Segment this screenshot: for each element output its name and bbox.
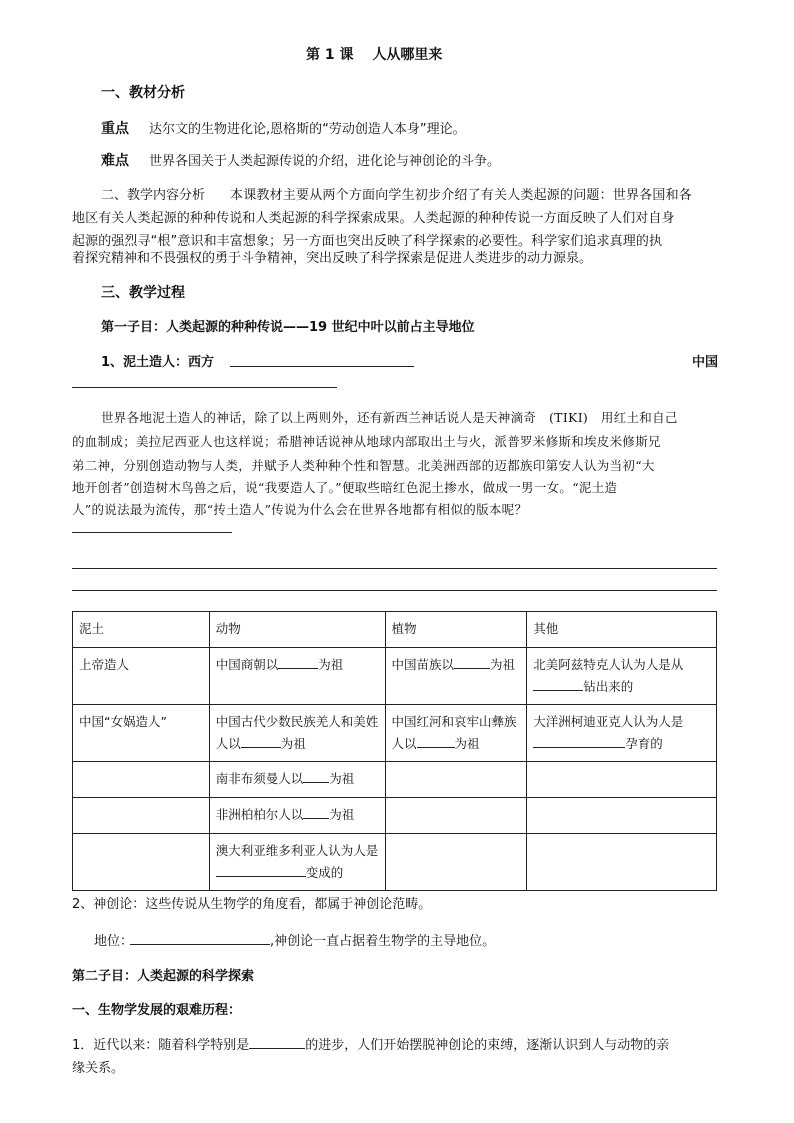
table-cell: 中国“女娲造人” — [73, 705, 210, 762]
item2-text: 2、神创论：这些传说从生物学的角度看，都属于神创论范畴。 — [72, 897, 432, 912]
table-header: 泥土 — [73, 612, 210, 648]
fill-blank[interactable] — [533, 677, 583, 691]
section2-line-4: 着探究精神和不畏强权的勇于斗争精神，突出反映了科学探索是促进人类进步的动力源泉。 — [72, 251, 593, 266]
fill-blank[interactable] — [303, 769, 329, 783]
passage-line-3: 弟二神，分别创造动物与人类，并赋予人类种种个性和智慧。北美洲西部的迈都族印第安人认为当初“大 — [72, 458, 655, 473]
point1-text: 1．近代以来：随着科学特别是 的进步，人们开始摆脱神创论的束缚，逐渐认识到人与动物的亲 — [72, 1034, 669, 1053]
section3-heading: 三、教学过程 — [101, 285, 185, 301]
status-text: ,神创论一直占据着生物学的主导地位。 — [270, 934, 496, 949]
table-header: 其他 — [527, 612, 717, 648]
table-cell — [527, 798, 717, 834]
table-header: 植物 — [385, 612, 527, 648]
point1-continuation: 缘关系。 — [72, 1061, 125, 1076]
table-cell — [385, 834, 527, 891]
passage-line-5: 人”的说法最为流传，那“抟土造人”传说为什么会在世界各地都有相似的版本呢？ — [72, 502, 528, 517]
fill-blank[interactable] — [278, 655, 318, 669]
blank-line — [230, 366, 414, 367]
table-cell: 澳大利亚维多利亚人认为人是 变成的 — [209, 834, 385, 891]
table-cell — [73, 834, 210, 891]
subheading-2: 第二子目：人类起源的科学探索 — [72, 969, 255, 984]
section2-line-2: 地区有关人类起源的种种传说和人类起源的科学探索成果。人类起源的种种传说一方面反映了人们对自身 — [72, 211, 675, 226]
table-cell — [527, 762, 717, 798]
table-cell — [73, 798, 210, 834]
fill-blank[interactable] — [417, 734, 455, 748]
table-cell: 北美阿兹特克人认为人是从 钻出来的 — [527, 648, 717, 705]
table-cell: 中国古代少数民族羌人和美姓 人以 为祖 — [209, 705, 385, 762]
table-cell: 大洋洲柯迪亚克人认为人是 孕育的 — [527, 705, 717, 762]
table-cell: 上帝造人 — [73, 648, 210, 705]
difficulty-label: 难点 — [101, 153, 129, 169]
section2-heading: 二、教学内容分析 — [101, 188, 206, 203]
status-label: 地位： — [94, 934, 134, 949]
fill-blank[interactable] — [533, 734, 625, 748]
part1-heading: 一、生物学发展的艰难历程： — [72, 1003, 242, 1018]
table-cell: 中国红河和哀牢山彝族 人以 为祖 — [385, 705, 527, 762]
table-cell: 中国商朝以 为祖 — [209, 648, 385, 705]
table-cell — [73, 762, 210, 798]
table-cell — [527, 834, 717, 891]
passage-line-2: 的血制成；美拉尼西亚人也这样说；希腊神话说神从地球内部取出土与火，派普罗米修斯和埃皮米修斯兄 — [72, 434, 661, 449]
fill-blank[interactable] — [216, 863, 306, 877]
fill-blank[interactable] — [249, 1035, 305, 1049]
table-cell: 中国苗族以 为祖 — [385, 648, 527, 705]
answer-line — [72, 568, 717, 569]
key-point-label: 重点 — [101, 121, 129, 137]
table-cell: 非洲柏柏尔人以 为祖 — [209, 798, 385, 834]
answer-line — [72, 532, 232, 533]
section2-line-1: 本课教材主要从两个方面向学生初步介绍了有关人类起源的问题：世界各国和各 — [230, 188, 693, 203]
fill-blank[interactable] — [241, 734, 281, 748]
answer-line — [72, 590, 717, 591]
passage-line-1: 世界各地泥土造人的神话，除了以上两则外，还有新西兰神话说人是天神滴奇 (TIKI) 用红土和自己 — [101, 410, 678, 425]
page-title: 第 1 课 人从哪里来 — [306, 47, 443, 63]
table-header: 动物 — [209, 612, 385, 648]
section1-heading: 一、教材分析 — [101, 85, 185, 101]
difficulty-text: 世界各国关于人类起源传说的介绍，进化论与神创论的斗争。 — [149, 154, 501, 169]
key-point-text: 达尔文的生物进化论,恩格斯的“劳动创造人本身”理论。 — [149, 122, 466, 137]
blank-line — [130, 944, 270, 945]
table-cell — [385, 798, 527, 834]
item1-label: 1、泥土造人：西方 — [101, 355, 215, 370]
passage-line-4: 地开创者”创造树木鸟兽之后，说“我要造人了。”便取些暗红色泥土掺水，做成一男一女。“泥土造 — [72, 480, 618, 495]
blank-line — [72, 387, 337, 388]
fill-blank[interactable] — [454, 655, 490, 669]
legend-table — [72, 611, 717, 891]
fill-blank[interactable] — [303, 805, 329, 819]
table-cell — [385, 762, 527, 798]
section2-line-3: 起源的强烈寻“根”意识和丰富想象；另一方面也突出反映了科学探索的必要性。科学家们追求真理的执 — [72, 234, 663, 249]
subheading-1: 第一子目：人类起源的种种传说——19 世纪中叶以前占主导地位 — [101, 320, 475, 335]
table-cell: 南非布须曼人以 为祖 — [209, 762, 385, 798]
item1-right-label: 中国 — [692, 355, 719, 370]
